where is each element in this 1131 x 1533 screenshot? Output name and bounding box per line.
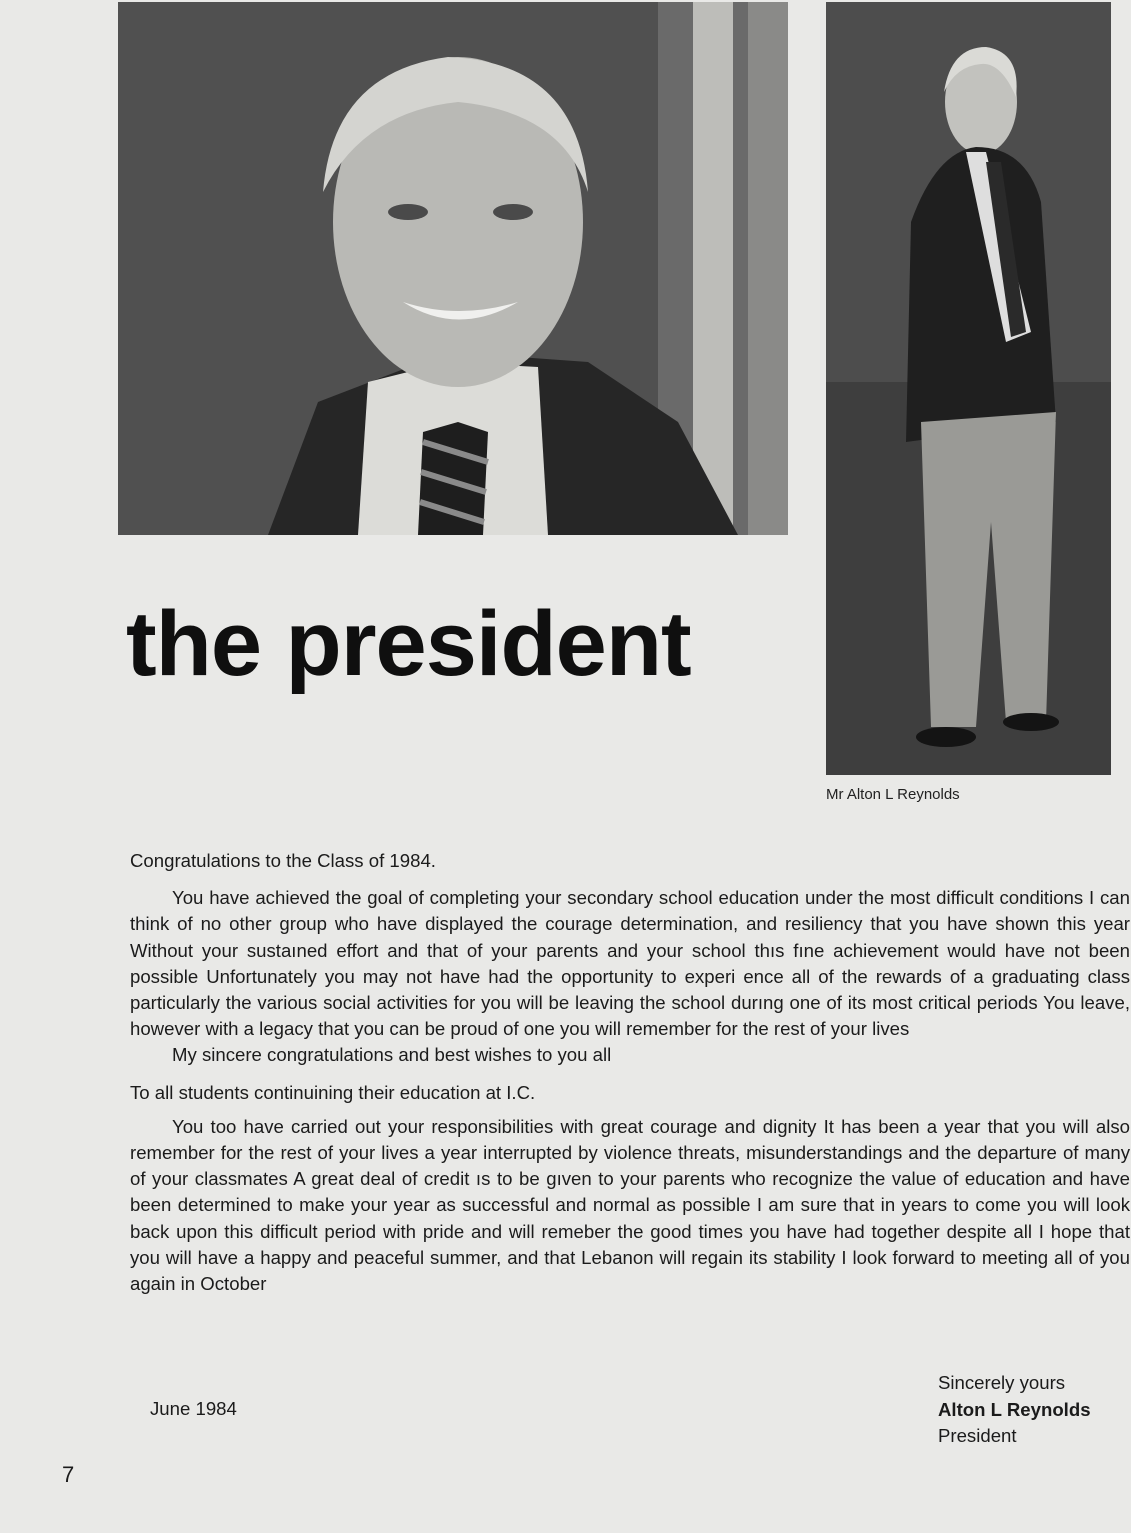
letter-date: June 1984: [150, 1398, 237, 1419]
paragraph-spacer: [130, 1069, 1130, 1080]
salutation-continuing-students: To all students continuining their education at I.C.: [130, 1081, 536, 1103]
portrait-illustration: [118, 2, 788, 535]
photo-caption: Mr Alton L Reynolds: [826, 786, 960, 803]
letter-body: [130, 848, 1130, 1297]
signer-name: Alton L Reynolds: [938, 1398, 1091, 1420]
page-title: the president: [126, 593, 691, 695]
letter-paragraph: You too have carried out your responsibilities with great courage and dignity It has been a year that you will also remember for the rest of your lives a year interrupted by violence threats, misunderstandings and the departure of many of your classmates A great deal of credit ıs to be gıven to your parents who recognize the value of education and have been determined to make your year as successful and normal as possible I am sure that in years to come you will look back upon this difficult period with pride and will remeber the good times you have had together despite all I hope that you will have a happy and peaceful summer, and that Lebanon will regain its stability I look forward to meeting all of you again in October: [130, 1115, 1130, 1295]
salutation-graduates: Congratulations to the Class of 1984.: [130, 850, 436, 871]
page-number: 7: [62, 1462, 75, 1487]
signature-block: [938, 1370, 1091, 1450]
closing-text: Sincerely yours: [938, 1372, 1066, 1393]
signer-role: President: [938, 1425, 1017, 1446]
letter-paragraph: My sincere congratulations and best wishes to you all: [172, 1044, 612, 1066]
president-portrait-photo: [118, 2, 788, 535]
letter-paragraph: You have achieved the goal of completing your secondary school education under the most difficult conditions I can think of no other group who have displayed the courage determination, and resiliency that you have shown this year Without your sustaıned effort and that of your parents and your school thıs fıne achievement would have not been possible Unfortunately you may not have had the opportunity to experi ence all of the rewards of a graduating class particularly the various social activities for you will be leaving the school durıng one of its most critical periods You leave, however with a legacy that you can be proud of one you will remember for the rest of your lives: [130, 887, 1130, 1040]
standing-illustration: [826, 2, 1111, 775]
president-standing-photo: [826, 2, 1111, 775]
